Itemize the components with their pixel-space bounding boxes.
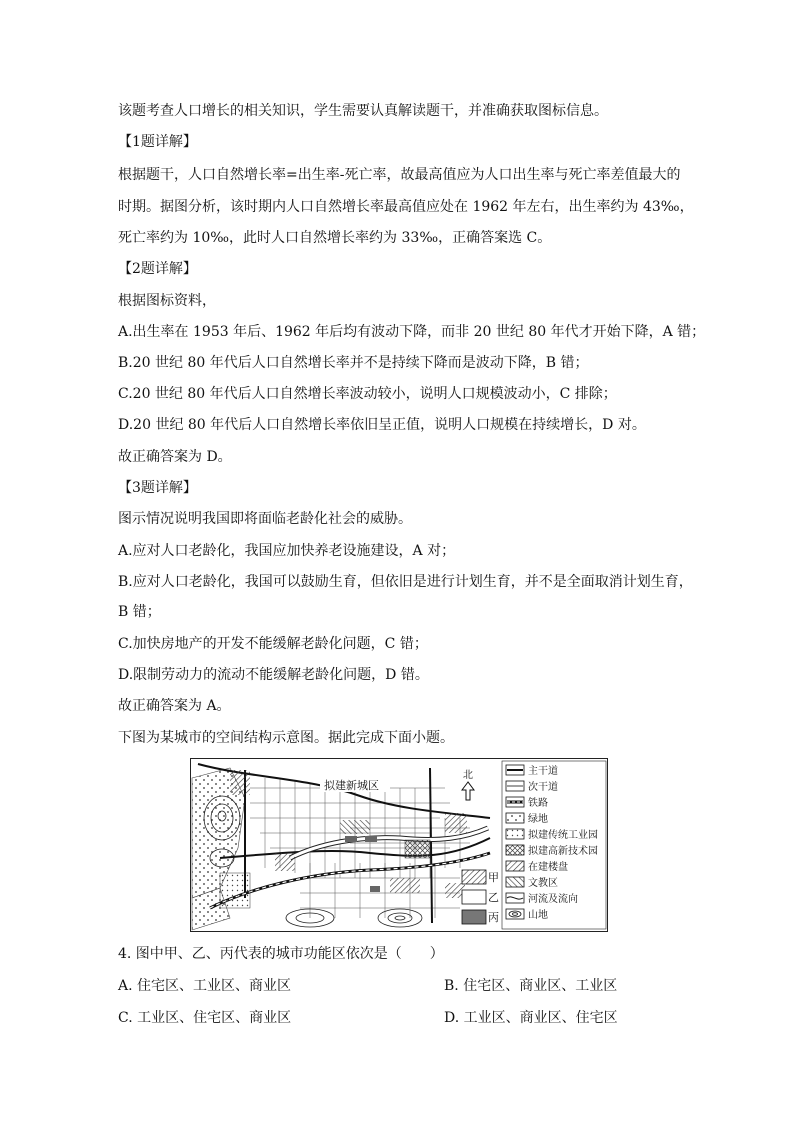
legend-traditional-industrial-park: 拟建传统工业园 (528, 830, 598, 841)
zone-jia-label: 甲 (488, 871, 499, 884)
text-line: 下图为某城市的空间结构示意图。据此完成下面小题。 (118, 730, 454, 746)
text-line: 时期。据图分析，该时期内人口自然增长率最高值应处在 1962 年左右，出生率约为 43‰， (118, 199, 694, 215)
zone-legend (462, 870, 499, 924)
section-heading: 【2题详解】 (118, 261, 197, 277)
section-heading: 【3题详解】 (118, 480, 197, 496)
text-line: B.应对人口老龄化，我国可以鼓励生育，但依旧是进行计划生育，并不是全面取消计划生育， (118, 574, 693, 590)
new-city-label: 拟建新城区 (324, 779, 379, 792)
text-line: C.加快房地产的开发不能缓解老龄化问题，C 错； (118, 636, 428, 652)
north-label: 北 (463, 770, 473, 781)
legend-construction: 在建楼盘 (528, 862, 568, 873)
text-line: 根据图标资料， (118, 293, 216, 309)
legend-mountain: 山地 (528, 910, 548, 921)
text-line: 根据题干，人口自然增长率=出生率-死亡率，故最高值应为人口出生率与死亡率差值最大的 (118, 167, 681, 183)
option-a[interactable]: A. 住宅区、工业区、商业区 (118, 978, 292, 994)
city-structure-map (190, 758, 608, 932)
text-line: 该题考查人口增长的相关知识，学生需要认真解读题干，并准确获取图标信息。 (118, 103, 608, 119)
question-stem: 4. 图中甲、乙、丙代表的城市功能区依次是（ ） (118, 946, 444, 962)
text-line: 故正确答案为 D。 (118, 449, 232, 465)
text-line: C.20 世纪 80 年代后人口自然增长率波动较小，说明人口规模波动小，C 排除； (118, 386, 617, 402)
text-line: 故正确答案为 A。 (118, 698, 231, 714)
text-line: D.20 世纪 80 年代后人口自然增长率依旧呈正值，说明人口规模在持续增长，D 对。 (118, 417, 646, 433)
text-line: B 错； (118, 604, 161, 620)
option-b[interactable]: B. 住宅区、商业区、工业区 (444, 978, 618, 994)
text-line: A.应对人口老龄化，我国应加快养老设施建设，A 对； (118, 543, 456, 559)
legend-hitech-park: 拟建高新技术园 (528, 846, 598, 857)
legend-education-zone: 文教区 (528, 878, 558, 889)
zone-yi-label: 乙 (488, 891, 499, 904)
legend-secondary-road: 次干道 (528, 782, 558, 793)
text-line: B.20 世纪 80 年代后人口自然增长率并不是持续下降而是波动下降，B 错； (118, 355, 589, 371)
zone-bing-label: 丙 (488, 911, 499, 924)
option-c[interactable]: C. 工业区、住宅区、商业区 (118, 1010, 292, 1026)
text-line: 图示情况说明我国即将面临老龄化社会的威胁。 (118, 511, 412, 527)
legend-railway: 铁路 (528, 798, 548, 809)
option-d[interactable]: D. 工业区、商业区、住宅区 (444, 1010, 618, 1026)
legend-river: 河流及流向 (528, 894, 578, 905)
text-line: D.限制劳动力的流动不能缓解老龄化问题，D 错。 (118, 667, 429, 683)
section-heading: 【1题详解】 (118, 134, 197, 150)
legend-main-road: 主干道 (528, 766, 558, 777)
legend-green-land: 绿地 (528, 814, 548, 825)
text-line: A.出生率在 1953 年后、1962 年后均有波动下降，而非 20 世纪 80 年代才开始下降，A 错； (118, 324, 706, 340)
text-line: 死亡率约为 10‰，此时人口自然增长率约为 33‰，正确答案选 C。 (118, 230, 552, 246)
